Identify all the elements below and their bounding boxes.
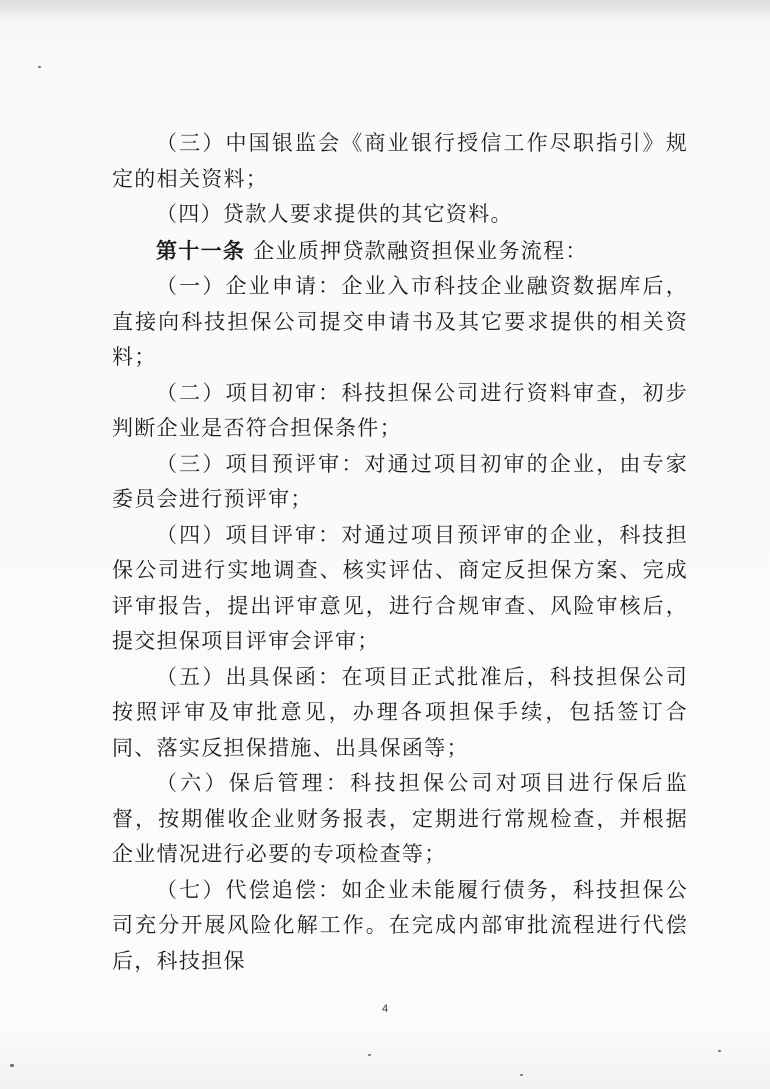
scan-speck (520, 1074, 523, 1076)
scan-speck (10, 1064, 14, 1067)
paragraph-7: （四）项目评审：对通过项目预评审的企业，科技担保公司进行实地调查、核实评估、商定反担保方案、完成评审报告，提出评审意见，进行合规审查、风险审核后，提交担保项目评审会评审； (112, 522, 688, 653)
paragraph-4: （一）企业申请：企业入市科技企业融资数据库后，直接向科技担保公司提交申请书及其它要求提供的相关资料； (112, 274, 688, 369)
paragraph-2: （四）贷款人要求提供的其它资料。 (156, 202, 513, 226)
article-number: 第十一条 (156, 237, 246, 263)
document-body (112, 126, 688, 979)
scan-speck (368, 1054, 371, 1056)
paragraph-3 (112, 233, 688, 270)
paragraph-8: （五）出具保函：在项目正式批准后，科技担保公司按照评审及审批意见，办理各项担保手续，包括签订合同、落实反担保措施、出具保函等； (112, 664, 688, 760)
page-number: 4 (381, 1003, 389, 1015)
scan-speck (38, 66, 41, 68)
article-title: 企业质押贷款融资担保业务流程： (253, 238, 588, 263)
paragraph-10: （七）代偿追偿：如企业未能履行债务，科技担保公司充分开展风险化解工作。在完成内部审批流程进行代偿后，科技担保 (112, 877, 688, 973)
scan-top-edge (0, 0, 770, 20)
paragraph-9: （六）保后管理：科技担保公司对项目进行保后监督，按期催收企业财务报表，定期进行常规检查，并根据企业情况进行必要的专项检查等； (112, 771, 688, 866)
paragraph-5: （二）项目初审：科技担保公司进行资料审查，初步判断企业是否符合担保条件； (112, 380, 688, 440)
paragraph-6: （三）项目预评审：对通过项目初审的企业，由专家委员会进行预评审； (112, 451, 688, 511)
scan-speck (718, 1050, 721, 1052)
paragraph-1: （三）中国银监会《商业银行授信工作尽职指引》规定的相关资料； (112, 131, 688, 191)
